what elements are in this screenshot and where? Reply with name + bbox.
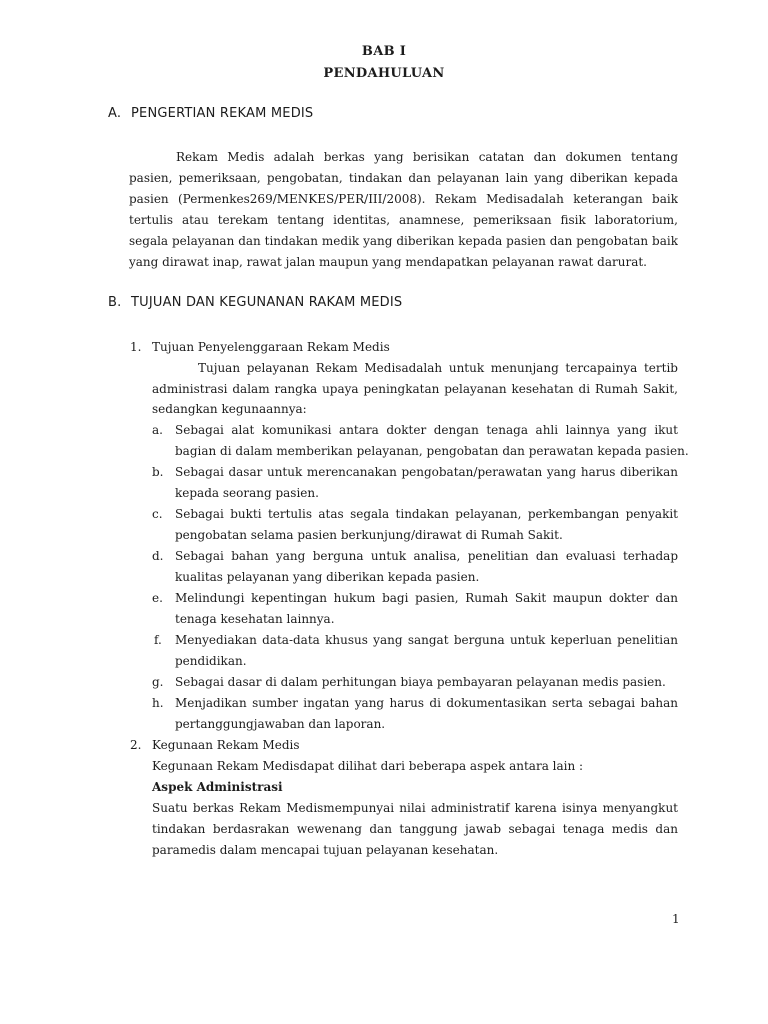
- list-item-line: Sebagai alat komunikasi antara dokter dengan tenaga ahli lainnya yang ikut: [175, 423, 678, 437]
- list-item-line: bagian di dalam memberikan pelayanan, pengobatan dan perawatan kepada pasien.: [175, 444, 689, 458]
- subsection-2-intro: Kegunaan Rekam Medisdapat dilihat dari beberapa aspek antara lain :: [152, 759, 584, 773]
- list-item-line: pendidikan.: [175, 654, 247, 668]
- chapter-title: PENDAHULUAN: [323, 66, 445, 81]
- subsection-1-intro-line: Tujuan pelayanan Rekam Medisadalah untuk menunjang tercapainya tertib: [198, 361, 678, 375]
- list-item-label: b.: [152, 465, 164, 479]
- list-item-line: pengobatan selama pasien berkunjung/dirawat di Rumah Sakit.: [175, 528, 563, 542]
- list-item-line: Sebagai dasar di dalam perhitungan biaya pembayaran pelayanan medis pasien.: [175, 675, 666, 689]
- section-b-heading: [108, 295, 402, 310]
- section-b-title: TUJUAN DAN KEGUNANAN RAKAM MEDIS: [131, 295, 403, 310]
- aspect-line: paramedis dalam mencapai tujuan pelayanan kesehatan.: [152, 843, 499, 857]
- list-item-line: Sebagai bahan yang berguna untuk analisa, penelitian dan evaluasi terhadap: [175, 549, 678, 563]
- section-a-heading: [108, 106, 313, 121]
- aspect-title: Aspek Administrasi: [152, 780, 283, 794]
- list-item-label: a.: [152, 423, 163, 437]
- subsection-1-title: Tujuan Penyelenggaraan Rekam Medis: [152, 340, 390, 354]
- list-item-label: e.: [152, 591, 163, 605]
- list-item-line: kualitas pelayanan yang diberikan kepada pasien.: [175, 570, 480, 584]
- list-item-line: Sebagai bukti tertulis atas segala tindakan pelayanan, perkembangan penyakit: [175, 507, 678, 521]
- list-item-line: pertanggungjawaban dan laporan.: [175, 717, 386, 731]
- subsection-2-number: 2.: [130, 738, 142, 752]
- subsection-1-number: 1.: [130, 340, 142, 354]
- list-item-line: Sebagai dasar untuk merencanakan pengobatan/perawatan yang harus diberikan: [175, 465, 678, 479]
- subsection-1-intro-line: administrasi dalam rangka upaya peningkatan pelayanan kesehatan di Rumah Sakit,: [152, 382, 678, 396]
- list-item-label: d.: [152, 549, 164, 563]
- aspect-line: tindakan berdasrakan wewenang dan tanggung jawab sebagai tenaga medis dan: [152, 822, 678, 836]
- section-a-line: Rekam Medis adalah berkas yang berisikan catatan dan dokumen tentang: [176, 150, 678, 164]
- section-a-line: yang dirawat inap, rawat jalan maupun yang mendapatkan pelayanan rawat darurat.: [129, 255, 647, 269]
- page-number: 1: [672, 912, 680, 926]
- subsection-2-title: Kegunaan Rekam Medis: [152, 738, 300, 752]
- section-a-letter: A.: [108, 106, 122, 121]
- list-item-label: h.: [152, 696, 164, 710]
- list-item-line: Melindungi kepentingan hukum bagi pasien, Rumah Sakit maupun dokter dan: [175, 591, 678, 605]
- subsection-1-intro-line: sedangkan kegunaannya:: [152, 402, 307, 416]
- section-a-line: tertulis atau terekam tentang identitas, anamnese, pemeriksaan fisik laboratorium,: [129, 213, 678, 227]
- aspect-line: Suatu berkas Rekam Medismempunyai nilai administratif karena isinya menyangkut: [152, 801, 678, 815]
- list-item-label: c.: [152, 507, 163, 521]
- list-item-label: g.: [152, 675, 164, 689]
- list-item-line: Menyediakan data-data khusus yang sangat berguna untuk keperluan penelitian: [175, 633, 678, 647]
- list-item-label: f.: [154, 633, 162, 647]
- section-a-line: pasien (Permenkes269/MENKES/PER/III/2008). Rekam Medisadalah keterangan baik: [129, 192, 678, 206]
- section-a-line: segala pelayanan dan tindakan medik yang diberikan kepada pasien dan pengobatan baik: [129, 234, 678, 248]
- section-a-line: pasien, pemeriksaan, pengobatan, tindakan dan pelayanan lain yang diberikan kepada: [129, 171, 678, 185]
- chapter-label: BAB I: [361, 44, 407, 59]
- section-b-letter: B.: [108, 295, 122, 310]
- list-item-line: Menjadikan sumber ingatan yang harus di dokumentasikan serta sebagai bahan: [175, 696, 678, 710]
- section-a-title: PENGERTIAN REKAM MEDIS: [131, 106, 314, 121]
- list-item-line: kepada seorang pasien.: [175, 486, 319, 500]
- list-item-line: tenaga kesehatan lainnya.: [175, 612, 335, 626]
